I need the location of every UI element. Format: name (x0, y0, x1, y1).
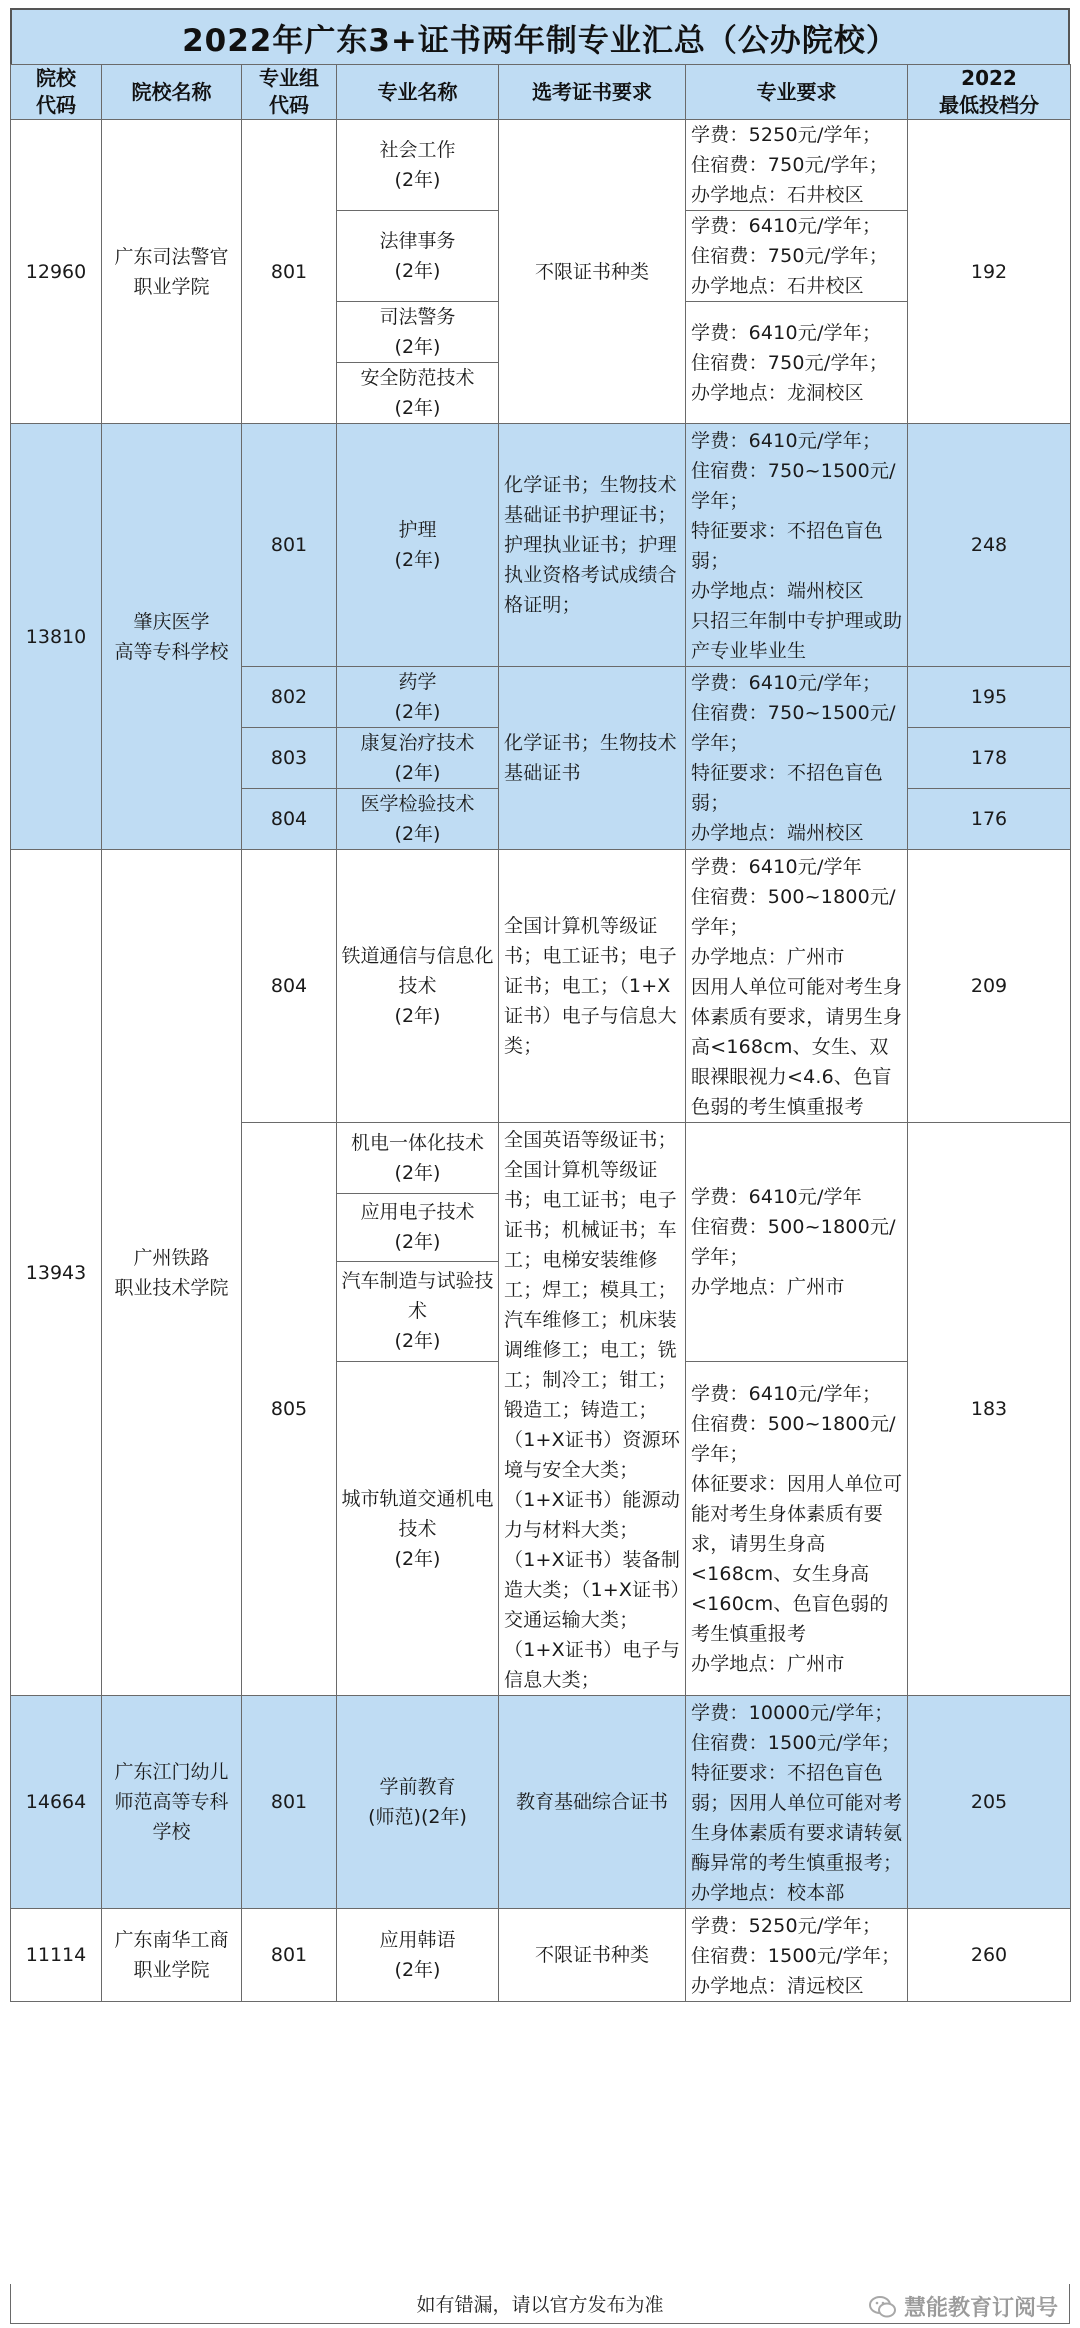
min-score: 248 (908, 424, 1071, 667)
group-code: 802 (242, 667, 337, 728)
group-code: 801 (242, 1909, 337, 2002)
table-row (11, 1696, 1071, 1909)
cert-requirement: 全国英语等级证书；全国计算机等级证书；电工证书；电子证书；机械证书；车工；电梯安装维修工；焊工；模具工；汽车维修工；机床装调维修工；电工；铣工；制冷工；钳工；锻造工；铸造工；（1+X证书）资源环境与安全大类；（1+X证书）能源动力与材料大类；（1+X证书）装备制造大类；（1+X证书）交通运输大类；（1+X证书）电子与信息大类； (499, 1123, 686, 1696)
school-code: 12960 (11, 120, 102, 424)
major-requirement: 学费：6410元/学年； 住宿费：750~1500元/学年； 特征要求：不招色盲色弱； 办学地点：端州校区 只招三年制中专护理或助产专业毕业生 (686, 424, 908, 667)
major-requirement: 学费：6410元/学年； 住宿费：750元/学年； 办学地点：石井校区 (686, 211, 908, 302)
cert-requirement: 化学证书；生物技术基础证书 (499, 667, 686, 850)
header-cert-req: 选考证书要求 (499, 65, 686, 120)
major-requirement: 学费：6410元/学年； 住宿费：750元/学年； 办学地点：龙洞校区 (686, 302, 908, 424)
major-name: 汽车制造与试验技术 (2年) (337, 1261, 499, 1362)
school-name: 广东江门幼儿 师范高等专科 学校 (102, 1696, 242, 1909)
cert-requirement: 不限证书种类 (499, 1909, 686, 2002)
major-requirement: 学费：10000元/学年； 住宿费：1500元/学年； 特征要求：不招色盲色弱；因用人单位可能对考生身体素质有要求请转氨酶异常的考生慎重报考； 办学地点：校本部 (686, 1696, 908, 1909)
major-name: 机电一体化技术 (2年) (337, 1123, 499, 1194)
min-score: 178 (908, 728, 1071, 789)
page-title: 2022年广东3+证书两年制专业汇总（公办院校） (10, 8, 1070, 66)
group-code: 801 (242, 424, 337, 667)
school-code: 14664 (11, 1696, 102, 1909)
header-major-name: 专业名称 (337, 65, 499, 120)
group-code: 804 (242, 789, 337, 850)
header-school-code: 院校 代码 (11, 65, 102, 120)
school-code: 11114 (11, 1909, 102, 2002)
header-group-code: 专业组 代码 (242, 65, 337, 120)
major-name: 司法警务 (2年) (337, 302, 499, 363)
min-score: 183 (908, 1123, 1071, 1696)
watermark-text: 慧能教育订阅号 (903, 2296, 1058, 2321)
major-name: 城市轨道交通机电技术 (2年) (337, 1362, 499, 1696)
major-name: 铁道通信与信息化技术 (2年) (337, 850, 499, 1123)
major-name: 应用韩语 (2年) (337, 1909, 499, 2002)
cert-requirement: 不限证书种类 (499, 120, 686, 424)
school-name: 广东司法警官 职业学院 (102, 120, 242, 424)
group-code: 804 (242, 850, 337, 1123)
major-requirement: 学费：6410元/学年； 住宿费：750~1500元/学年； 特征要求：不招色盲色弱； 办学地点：端州校区 (686, 667, 908, 850)
major-name: 学前教育 (师范)(2年) (337, 1696, 499, 1909)
group-code: 805 (242, 1123, 337, 1696)
school-name: 广州铁路 职业技术学院 (102, 850, 242, 1696)
school-name: 肇庆医学 高等专科学校 (102, 424, 242, 850)
school-name: 广东南华工商 职业学院 (102, 1909, 242, 2002)
min-score: 209 (908, 850, 1071, 1123)
group-code: 803 (242, 728, 337, 789)
min-score: 260 (908, 1909, 1071, 2002)
major-name: 应用电子技术 (2年) (337, 1193, 499, 1261)
major-name: 法律事务 (2年) (337, 211, 499, 302)
major-name: 康复治疗技术 (2年) (337, 728, 499, 789)
major-requirement: 学费：6410元/学年； 住宿费：500~1800元/学年； 体征要求：因用人单位可能对考生身体素质有要求，请男生身高<168cm、女生身高<160cm、色盲色弱的考生慎重报考 办学地点：广州市 (686, 1362, 908, 1696)
major-name: 社会工作 (2年) (337, 120, 499, 211)
majors-table (10, 64, 1071, 2002)
cert-requirement: 化学证书；生物技术基础证书护理证书；护理执业证书；护理执业资格考试成绩合格证明； (499, 424, 686, 667)
min-score: 176 (908, 789, 1071, 850)
major-requirement: 学费：6410元/学年 住宿费：500~1800元/学年； 办学地点：广州市 因用人单位可能对考生身体素质有要求，请男生身高<168cm、女生、双眼裸眼视力<4.6、色盲色弱的考生慎重报考 (686, 850, 908, 1123)
major-requirement: 学费：5250元/学年； 住宿费：750元/学年； 办学地点：石井校区 (686, 120, 908, 211)
group-code: 801 (242, 1696, 337, 1909)
header-min-score: 2022 最低投档分 (908, 65, 1071, 120)
cert-requirement: 教育基础综合证书 (499, 1696, 686, 1909)
major-name: 药学 (2年) (337, 667, 499, 728)
school-code: 13810 (11, 424, 102, 850)
header-major-req: 专业要求 (686, 65, 908, 120)
table-row (11, 1909, 1071, 2002)
watermark (868, 2291, 1058, 2322)
min-score: 195 (908, 667, 1071, 728)
table-row (11, 424, 1071, 667)
min-score: 205 (908, 1696, 1071, 1909)
major-name: 安全防范技术 (2年) (337, 363, 499, 424)
major-name: 医学检验技术 (2年) (337, 789, 499, 850)
footer-text: 如有错漏，请以官方发布为准 (416, 2294, 664, 2316)
major-requirement: 学费：6410元/学年 住宿费：500~1800元/学年； 办学地点：广州市 (686, 1123, 908, 1362)
major-requirement: 学费：5250元/学年； 住宿费：1500元/学年； 办学地点：清远校区 (686, 1909, 908, 2002)
header-school-name: 院校名称 (102, 65, 242, 120)
min-score: 192 (908, 120, 1071, 424)
table-row (11, 850, 1071, 1123)
table-row (11, 120, 1071, 211)
header-row (11, 65, 1071, 120)
cert-requirement: 全国计算机等级证书；电工证书；电子证书；电工；（1+X证书）电子与信息大类； (499, 850, 686, 1123)
major-name: 护理 (2年) (337, 424, 499, 667)
wechat-icon (868, 2292, 898, 2322)
school-code: 13943 (11, 850, 102, 1696)
group-code: 801 (242, 120, 337, 424)
